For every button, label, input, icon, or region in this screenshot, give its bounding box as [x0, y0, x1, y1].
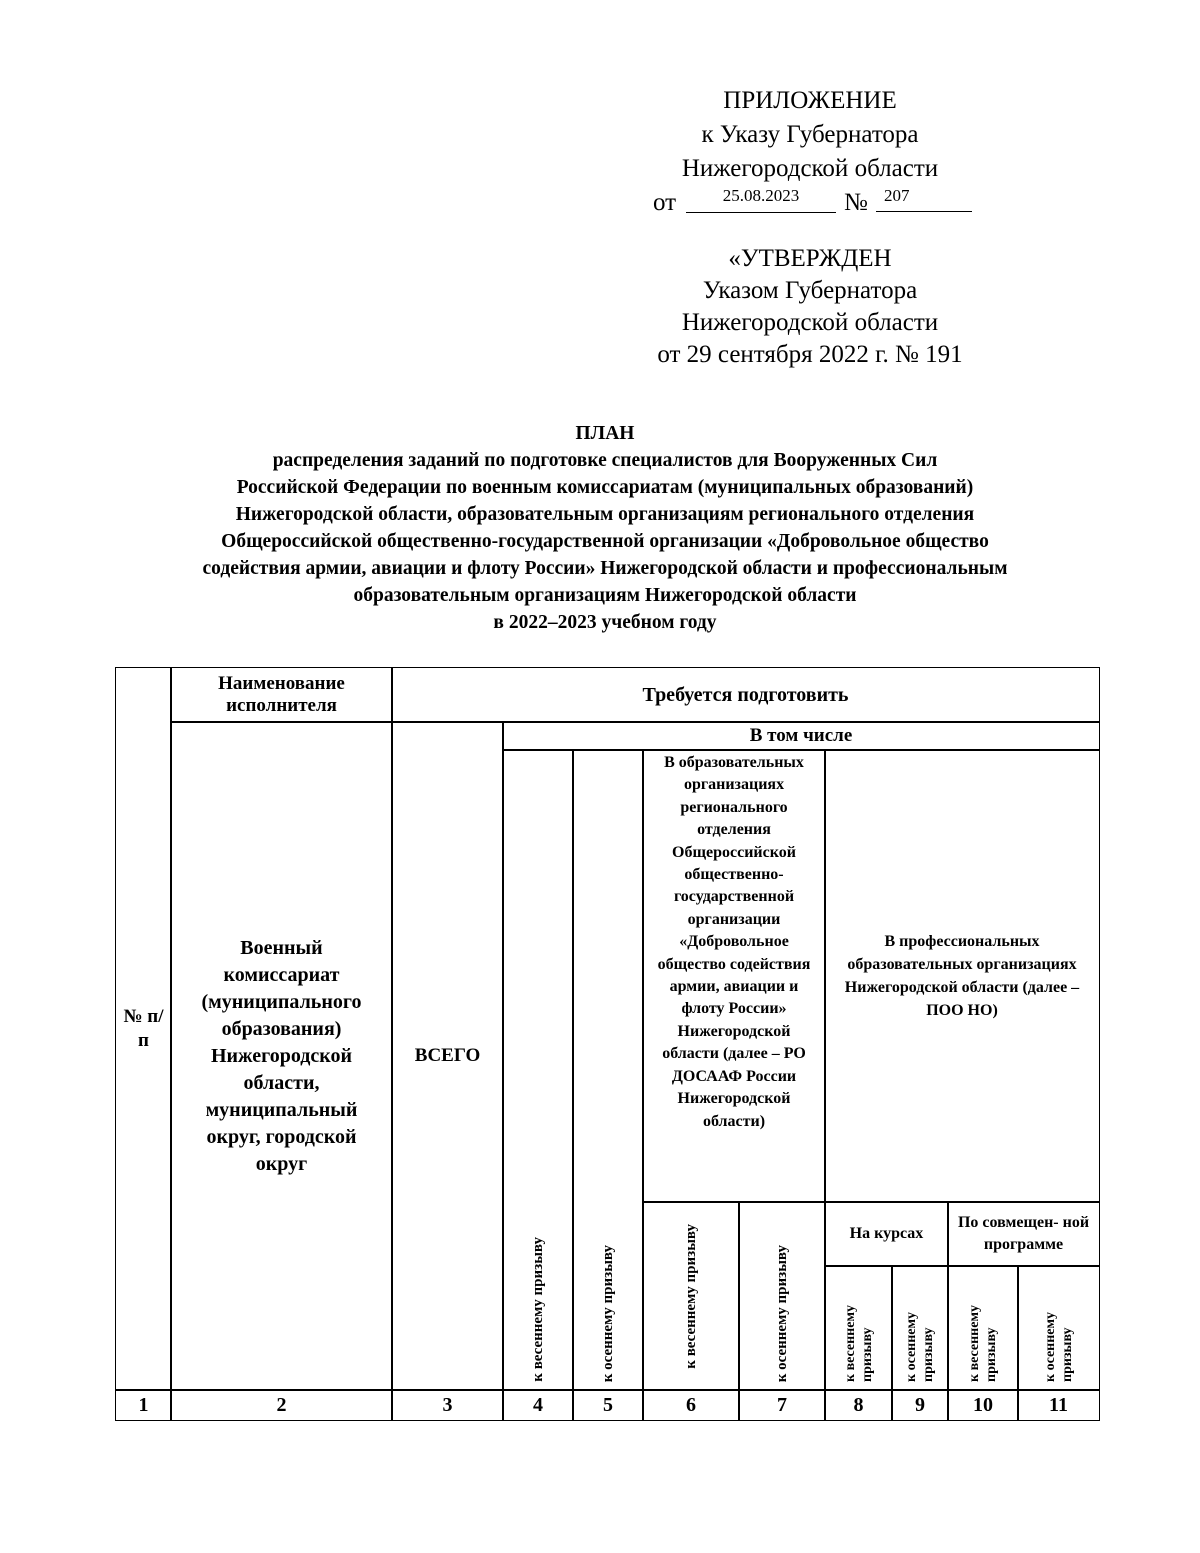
number-sign: № — [844, 189, 868, 216]
spring-draft-header: к весеннему призыву — [502, 749, 574, 1391]
plan-line: содействия армии, авиации и флоту России» Нижегородской области и профессиональным — [202, 558, 1008, 579]
appendix-number: 207 — [876, 182, 972, 212]
dosaaf-spring-header: к весеннему призыву — [642, 1201, 740, 1391]
plan-line: Нижегородской области, образовательным организациям регионального отделения — [235, 504, 975, 525]
col-index-cell: 3 — [391, 1389, 504, 1421]
approved-line-4: от 29 сентября 2022 г. № 191 — [657, 341, 963, 368]
approved-line-2: Указом Губернатора — [702, 277, 918, 304]
courses-autumn-header: к осеннему призыву — [891, 1265, 949, 1391]
approved-block — [600, 243, 1020, 371]
dosaaf-autumn-header: к осеннему призыву — [738, 1201, 826, 1391]
total-header: ВСЕГО — [391, 721, 504, 1391]
appendix-line-3: Нижегородской области — [681, 155, 939, 182]
plan-line: Общероссийской общественно-государственной организации «Добровольное общество — [221, 531, 989, 552]
appendix-date-number — [600, 186, 1020, 226]
appendix-date: 25.08.2023 — [686, 182, 836, 213]
executor-header: Наименование исполнителя — [170, 667, 393, 723]
col-index-cell: 11 — [1017, 1389, 1100, 1421]
appendix-block — [600, 84, 1020, 226]
plan-line: Российской Федерации по военным комиссариатам (муниципальных образований) — [236, 477, 974, 498]
col-index-cell: 9 — [891, 1389, 949, 1421]
plan-line: образовательным организациям Нижегородской области — [353, 585, 857, 606]
col-index-cell: 2 — [170, 1389, 393, 1421]
including-header: В том числе — [502, 721, 1100, 751]
col-index-cell: 4 — [502, 1389, 574, 1421]
combined-header: По совмещен- ной программе — [947, 1201, 1100, 1267]
combined-spring-header: к весеннему призыву — [947, 1265, 1019, 1391]
appendix-title: ПРИЛОЖЕНИЕ — [723, 87, 897, 114]
from-label: от — [653, 189, 677, 216]
col-number-header: № п/п — [115, 667, 172, 1391]
autumn-draft-header: к осеннему призыву — [572, 749, 644, 1391]
approved-line-3: Нижегородской области — [681, 309, 939, 336]
appendix-line-2: к Указу Губернатора — [701, 121, 919, 148]
plan-line: в 2022–2023 учебном году — [493, 612, 717, 633]
required-header: Требуется подготовить — [391, 667, 1100, 723]
plan-title: ПЛАН — [575, 423, 635, 444]
col-index-cell: 10 — [947, 1389, 1019, 1421]
combined-autumn-header: к осеннему призыву — [1017, 1265, 1100, 1391]
approved-line-1: «УТВЕРЖДЕН — [728, 245, 892, 272]
col-index-cell: 8 — [824, 1389, 893, 1421]
executor-description: Военный комиссариат (муниципального образования) Нижегородской области, муниципальный округ, городской округ — [170, 721, 393, 1391]
courses-spring-header: к весеннему призыву — [824, 1265, 893, 1391]
col-index-cell: 5 — [572, 1389, 644, 1421]
col-index-cell: 7 — [738, 1389, 826, 1421]
col-index-cell: 1 — [115, 1389, 172, 1421]
dosaaf-header: В образовательных организациях регионального отделения Общероссийской общественно-государственной организации «Добровольное общество содействия армии, авиации и флоту России» Нижегородской области (далее – РО ДОСААФ России Нижегородской области) — [642, 749, 826, 1203]
plan-title-block — [100, 420, 1110, 636]
courses-header: На курсах — [824, 1201, 949, 1267]
plan-line: распределения заданий по подготовке специалистов для Вооруженных Сил — [272, 450, 938, 471]
poo-header: В профессиональных образовательных организациях Нижегородской области (далее – ПОО НО) — [824, 749, 1100, 1203]
col-index-cell: 6 — [642, 1389, 740, 1421]
